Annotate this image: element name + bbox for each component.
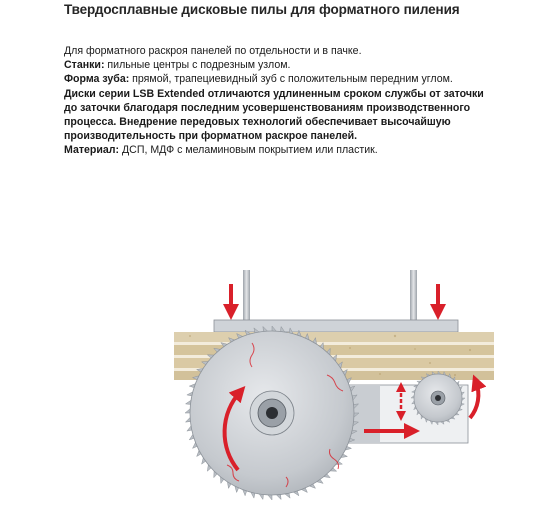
lsb-line-2 [64, 101, 504, 115]
left-pressure-rod [243, 270, 250, 325]
lsb-text-1: Диски серии LSB Extended отличаются удлиненным сроком службы от заточки [64, 87, 484, 100]
material-label: Материал: [64, 144, 120, 157]
rotation-arrow-icon [470, 382, 478, 418]
page-title: Твердосплавные дисковые пилы для форматного пиления [64, 2, 460, 17]
description-block [64, 44, 504, 158]
material-line [64, 143, 504, 157]
machines-label: Станки: [64, 59, 105, 72]
lsb-text-2: до заточки благодаря последним усовершенствованиям производственного [64, 101, 471, 114]
intro-text: Для форматного раскроя панелей по отдельности и в пачке. [64, 45, 362, 57]
lsb-text-3: процесса. Внедрение передовых технологий обеспечивает высочайшую [64, 116, 451, 129]
lsb-line-3 [64, 115, 504, 129]
saw-diagram [0, 250, 560, 504]
lsb-line-4 [64, 129, 504, 143]
lsb-text-4: производительность при форматном раскрое панелей. [64, 130, 358, 143]
machines-text: пильные центры с подрезным узлом. [104, 59, 291, 72]
tooth-label: Форма зуба: [64, 73, 130, 86]
tooth-line [64, 72, 504, 86]
right-pressure-rod [410, 270, 417, 325]
machines-line [64, 58, 504, 72]
tooth-text: прямой, трапециевидный зуб с положительным передним углом. [129, 73, 453, 86]
lsb-line-1 [64, 87, 504, 101]
material-text: ДСП, МДФ с меламиновым покрытием или пластик. [119, 144, 378, 157]
pressure-beam [214, 320, 458, 332]
